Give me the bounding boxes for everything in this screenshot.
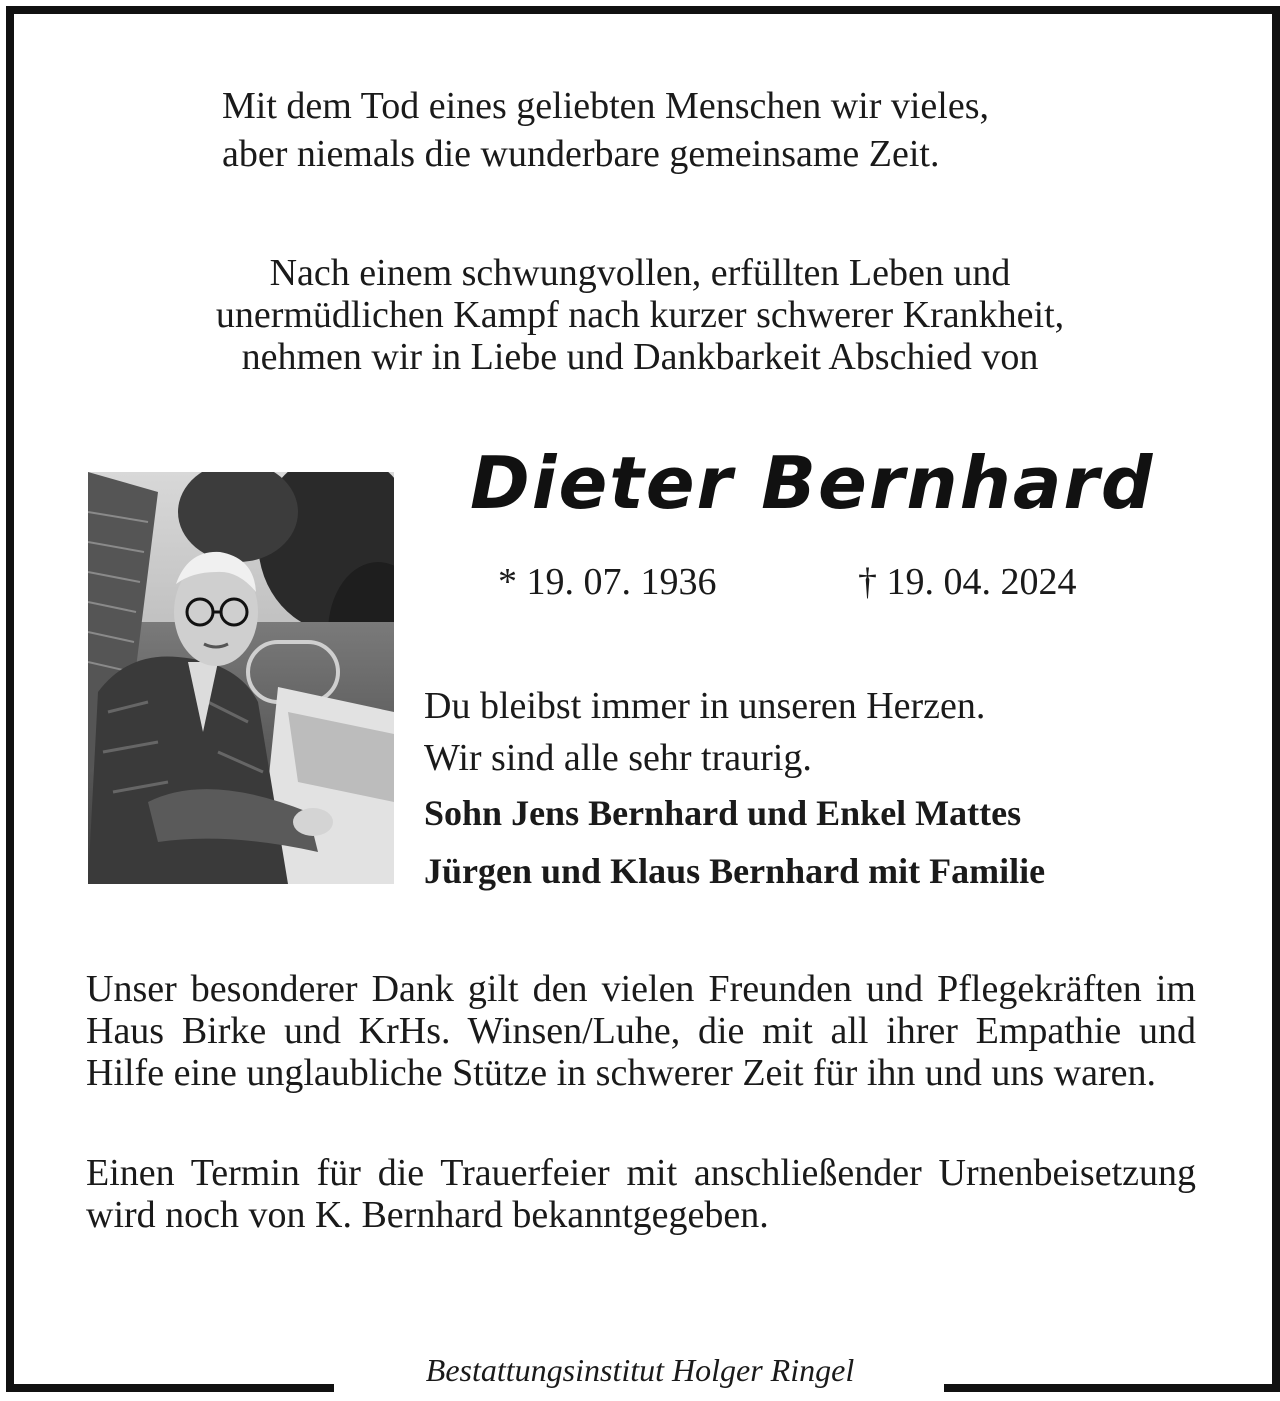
deceased-name: Dieter Bernhard	[470, 441, 1155, 525]
opening-quote	[222, 82, 1222, 178]
intro-line-2: unermüdlichen Kampf nach kurzer schwerer Krankheit,	[215, 294, 1065, 336]
portrait-photo	[88, 472, 394, 884]
mourners-line-2: Jürgen und Klaus Bernhard mit Familie	[424, 851, 1046, 891]
farewell-line-2: Wir sind alle sehr traurig.	[424, 737, 812, 779]
bottom-rule-right	[944, 1384, 1274, 1392]
death-date: † 19. 04. 2024	[858, 561, 1077, 603]
intro-text	[40, 252, 1240, 378]
farewell-block	[424, 680, 1224, 900]
funeral-date-paragraph: Einen Termin für die Trauerfeier mit anschließender Urnenbeisetzung wird noch von K. Bernhard bekanntgegeben.	[86, 1152, 1196, 1236]
bottom-rule-left	[6, 1384, 334, 1392]
funeral-home-name: Bestattungsinstitut Holger Ringel	[425, 1352, 855, 1388]
intro-line-1: Nach einem schwungvollen, erfüllten Leben und	[269, 252, 1011, 294]
thanks-paragraph: Unser besonderer Dank gilt den vielen Freunden und Pflegekräften im Haus Birke und KrHs. Winsen/Luhe, die mit all ihrer Empathie und Hilfe eine unglaubliche Stütze in schwerer Zeit für ihn und uns waren.	[86, 968, 1196, 1094]
birth-date: * 19. 07. 1936	[498, 561, 717, 603]
portrait-photo-illustration	[88, 472, 394, 884]
farewell-line-1: Du bleibst immer in unseren Herzen.	[424, 685, 986, 727]
quote-line-2: aber niemals die wunderbare gemeinsame Zeit.	[222, 133, 940, 175]
intro-line-3: nehmen wir in Liebe und Dankbarkeit Abschied von	[241, 336, 1039, 378]
mourners-line-1: Sohn Jens Bernhard und Enkel Mattes	[424, 793, 1022, 833]
quote-line-1: Mit dem Tod eines geliebten Menschen wir vieles,	[222, 85, 990, 127]
